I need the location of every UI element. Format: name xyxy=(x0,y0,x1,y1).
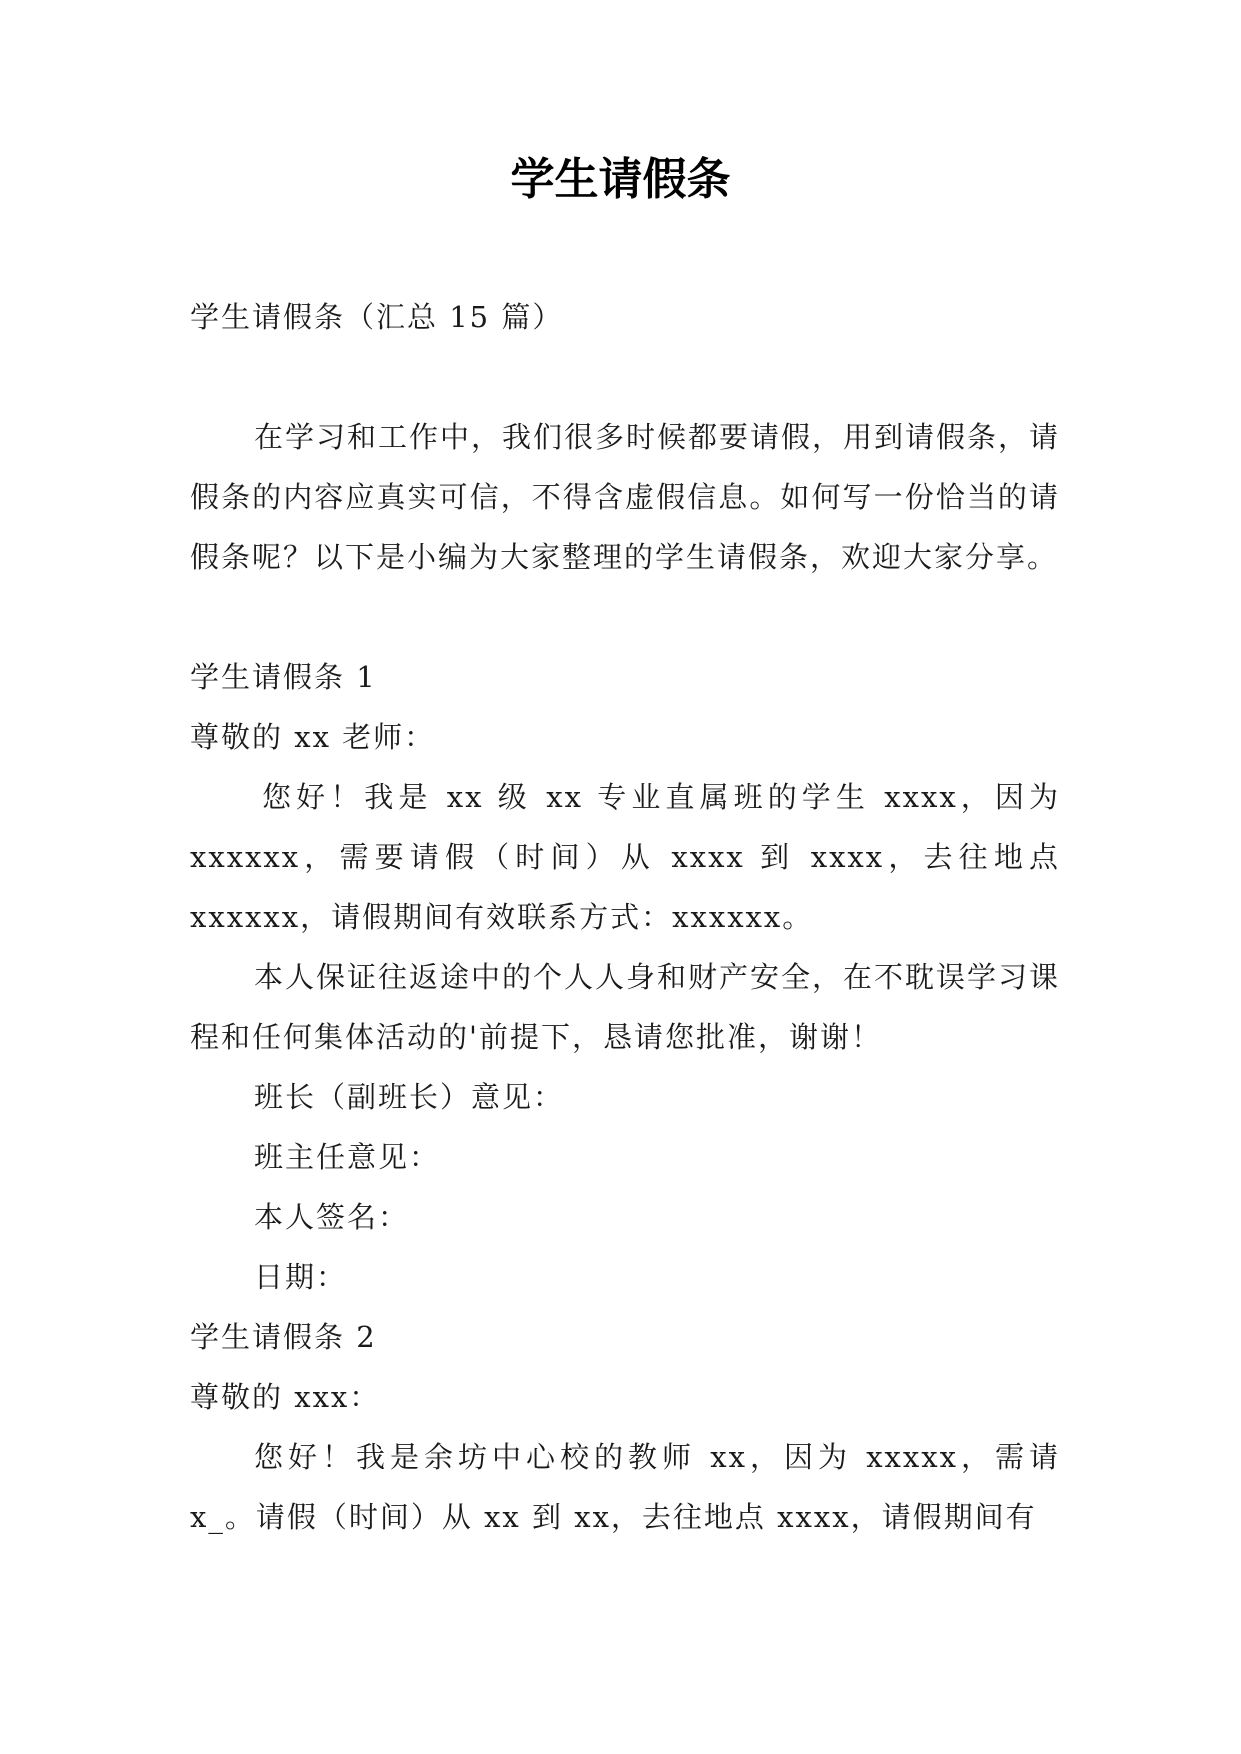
section2-heading: 学生请假条 2 xyxy=(190,1320,377,1354)
section1-signature: 本人签名： xyxy=(254,1200,410,1234)
section1-salutation: 尊敬的 xx 老师： xyxy=(190,720,436,754)
section2-salutation: 尊敬的 xxx： xyxy=(190,1380,381,1414)
section1-heading: 学生请假条 1 xyxy=(190,660,377,694)
document-title: 学生请假条 xyxy=(510,154,731,205)
document-body xyxy=(190,287,1060,1547)
document-subtitle: 学生请假条（汇总 15 篇） xyxy=(190,300,564,334)
section1-guarantee-paragraph: 本人保证往返途中的个人人身和财产安全，在不耽误学习课程和任何集体活动的'前提下，恳请您批准，谢谢！ xyxy=(190,960,1061,1054)
section1-teacher-opinion: 班主任意见： xyxy=(254,1140,441,1174)
section1-date: 日期： xyxy=(254,1260,348,1294)
intro-paragraph: 在学习和工作中，我们很多时候都要请假，用到请假条，请假条的内容应真实可信，不得含虚假信息。如何写一份恰当的请假条呢？以下是小编为大家整理的学生请假条，欢迎大家分享。 xyxy=(190,420,1061,574)
section1-monitor-opinion: 班长（副班长）意见： xyxy=(254,1080,565,1114)
section2-body-paragraph: 您好！我是余坊中心校的教师 xx，因为 xxxxx，需请 x_。请假（时间）从 xx 到 xx，去往地点 xxxx，请假期间有 xyxy=(190,1440,1060,1534)
section1-body-paragraph: 您好！我是 xx 级 xx 专业直属班的学生 xxxx，因为 xxxxxx，需要请假（时间）从 xxxx 到 xxxx，去往地点 xxxxxx，请假期间有效联系方式：xxxxxx。 xyxy=(190,780,1060,934)
